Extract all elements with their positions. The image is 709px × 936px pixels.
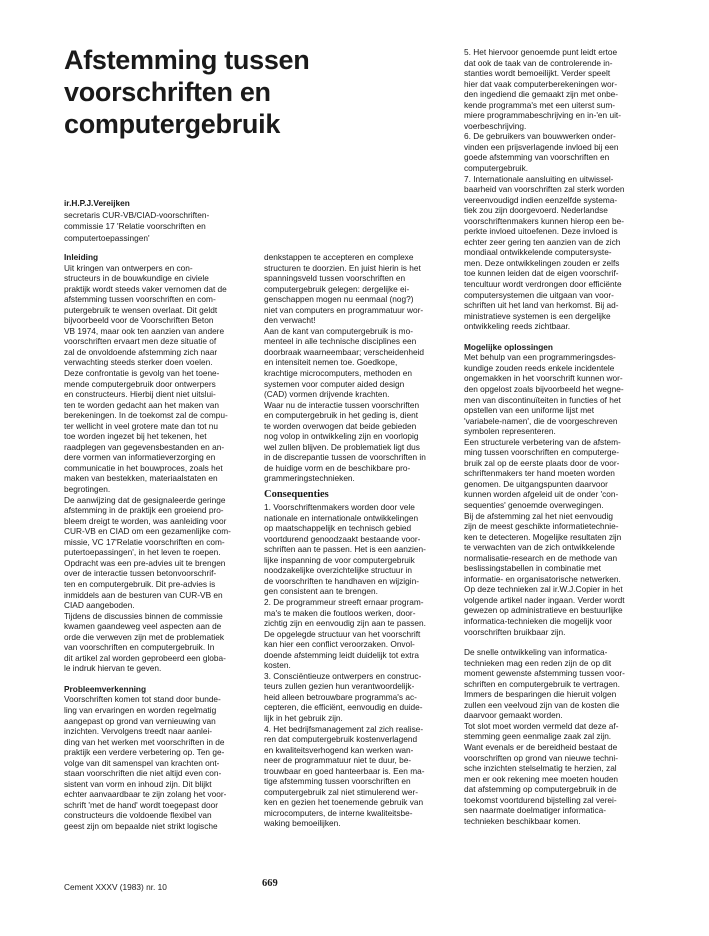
paragraph: De aanwijzing dat de gesignaleerde geringe afstemming in de praktijk een groeiend pro- bleem dreigt te worden, was aanleiding voor CUR-VB en CIAD om een gezamenlijke com- missie, VC 17'Relatie voorschriften en com- putertoepassingen', in het leven te roepen. Opdracht was een pre-advies uit te brengen over de interactie tussen betonvoorschrif- ten en computergebruik. Dit pre-advies is inmiddels aan de besturen van CUR-VB en CIAD aangeboden. xyxy=(64,494,231,611)
paragraph: denkstappen te accepteren en complexe structuren te doorzien. En juist hierin is het spanningsveld tussen voorschriften en computergebruik gelegen: dergelijke ei- genschappen mogen nu eenmaal (nog?) niet van computers en programmatuur wor- den verwacht! xyxy=(264,252,424,326)
numbered-item: 1. Voorschriftenmakers worden door vele nationale en internationale ontwikkelingen op maatschappelijk en technisch gebied voortdurend genoodzaakt bestaande voor- schriften aan te passen. Het is een aanzien- lijke inspanning de voor computergebruik noodzakelijke overzichtelijke structuur in de voorschriften te handhaven en wijzigin- gen consistent aan te brengen. xyxy=(264,502,426,597)
numbered-item: 4. Het bedrijfsmanagement zal zich realise- ren dat computergebruik kostenverlagend en kwaliteitsverhogend kan werken wan- neer de programmatuur niet te duur, be- trouwbaar en goed hanteerbaar is. Een ma- tige afstemming tussen voorschriften en computergebruik zal niet stimulerend wer- ken en gezien het toenemende gebruik van microcomputers, de interne kwaliteitsbe- waking bemoeilijken. xyxy=(264,723,425,829)
paragraph: Met behulp van een programmeringsdes- kundige zouden reeds enkele incidentele ongemakken in het voorschrift kunnen wor- den opgelost zoals bijvoorbeeld het wegne- men van discontinuïteiten in functies of het opstellen van een uniforme lijst met 'variabele-namen', die de voorgeschreven symbolen representeren. Een structurele verbetering van de afstem- ming tussen voorschriften en computerge- bruik zal op de eerste plaats door de voor- schriftenmakers ter hand moeten worden genomen. De uitgangspunten daarvoor kunnen worden afgeleid uit de onder 'con- sequenties' genoemde overwegingen. Bij de afstemming zal het niet eenvoudig zijn de meest geschikte informatietechnie- ken te detecteren. Mogelijke resultaten zijn te verwachten van de zich ontwikkelende normalisatie-research en de methode van beslissingstabellen in combinatie met informatie- en organisatorische netwerken. Op deze technieken zal ir.W.J.Copier in het volgende artikel nader ingaan. Verder wordt gewezen op administratieve en bestuurlijke informatica-technieken die mogelijk voor voorschriften bruikbaar zijn. xyxy=(464,352,625,637)
paragraph: Voorschriften komen tot stand door bunde- ling van ervaringen en worden regelmatig aangepast op grond van vernieuwing van inzichten. Vervolgens treedt naar aanlei- ding van het werken met voorschriften in de praktijk een verdere verbetering op. Ten ge- volge van dit samenspel van krachten ont- staan voorschriften die niet altijd even con- sistent van vorm en inhoud zijn. Dit blijkt echter aanvaardbaar te zijn zolang het voor- schrift 'met de hand' wordt toegepast door constructeurs die voldoende flexibel van geest zijn om bepaalde niet strikt logische xyxy=(64,694,227,831)
author-name: ir.H.P.J.Vereijken xyxy=(64,198,130,208)
section-heading-probleemverkenning: Probleemverkenning xyxy=(64,683,147,694)
numbered-item: 6. De gebruikers van bouwwerken onder- vinden een prijsverlagende invloed bij een goede afstemming van voorschriften en computergebruik. xyxy=(464,131,619,174)
numbered-item: 2. De programmeur streeft ernaar program- ma's te maken die foutloos werken, door- zichtig zijn en eenvoudig zijn aan te passen. De opgelegde structuur van het voorschrift kan hier een conflict veroorzaken. Onvol- doende afstemming leidt duidelijk tot extra kosten. xyxy=(264,596,426,671)
paragraph: Uit kringen van ontwerpers en con- structeurs in de bouwkundige en civiele praktijk wordt steeds vaker vernomen dat de afstemming tussen voorschriften en com- putergebruik te wensen overlaat. Dit geldt bijvoorbeeld voor de Voorschriften Beton VB 1974, maar ook ten aanzien van andere voorschriften ervaart men deze situatie of zal de onvoldoende afstemming zich naar verwachting steeds sterker doen voelen. Deze confrontatie is gevolg van het toene- mende computergebruik door ontwerpers en constructeurs. Hierbij dient niet uitslui- ten te worden gedacht aan het maken van berekeningen. In de toekomst zal de compu- ter wellicht in veel grotere mate dan tot nu toe worden ingezet bij het tekenen, het raadplegen van gegevensbestanden en an- dere vormen van informatieverzorging en communicatie in het bouwproces, zoals het maken van bestekken, materiaalstaten en begrotingen. xyxy=(64,262,228,495)
author-affiliation: secretaris CUR-VB/CIAD-voorschriften- commissie 17 'Relatie voorschriften en computertoepassingen' xyxy=(64,209,210,243)
article-title: Afstemming tussen voorschriften en computergebruik xyxy=(64,45,310,139)
text-column-2 xyxy=(264,252,451,829)
section-heading-oplossingen: Mogelijke oplossingen xyxy=(464,341,553,352)
section-heading-inleiding: Inleiding xyxy=(64,252,99,262)
paragraph: Tijdens de discussies binnen de commissie kwamen gaandeweg veel aspecten aan de orde die verweven zijn met de problematiek van voorschriften en computergebruik. In dit artikel zal worden geprobeerd een globa- le indruk hiervan te geven. xyxy=(64,610,226,674)
author-block xyxy=(64,198,254,244)
numbered-item: 5. Het hiervoor genoemde punt leidt ertoe dat ook de taak van de controlerende in- stanties wordt bemoeilijkt. Verder speelt hier dat vaak computerberekeningen wor- den ingediend die gemaakt zijn met onbe- kende programma's met een uiterst sum- miere programmabeschrijving en in-'en uit- voerbeschrijving. xyxy=(464,47,621,131)
text-column-1 xyxy=(64,252,251,832)
section-heading-consequenties: Consequenties xyxy=(264,489,329,501)
paragraph: Aan de kant van computergebruik is mo- menteel in alle technische disciplines een doorbraak waarneembaar; verscheidenheid en intensiteit nemen toe. Goedkope, krachtige microcomputers, methoden en systemen voor computer aided design (CAD) vormen drijvende krachten. Waar nu de interactie tussen voorschriften en computergebruik in het geding is, dient te worden overwogen dat beide gebieden nog volop in ontwikkeling zijn en voorlopig wel zullen blijven. De problematiek ligt dus in de discrepantie tussen de voorschriften in de huidige vorm en de beschikbare pro- grammeringstechnieken. xyxy=(264,325,426,484)
text-column-3 xyxy=(464,47,654,826)
numbered-item: 7. Internationale aansluiting en uitwissel- baarheid van voorschriften zal sterk worden vereenvoudigd indien eenzelfde systema- tiek zou zijn doorgevoerd. Nederlandse voorschriftenmakers kunnen hierop een be- perkte invloed uitoefenen. Deze invloed is echter zeer gering ten aanzien van de zich mondiaal ontwikkelende computersyste- men. Deze ontwikkelingen zouden er zelfs toe kunnen leiden dat de eigen voorschrif- tencultuur wordt verdrongen door efficiënte computersystemen die uitgaan van voor- schriften uit het land van herkomst. Bij ad- ministratieve systemen is een dergelijke ontwikkeling reeds zichtbaar. xyxy=(464,173,625,332)
paragraph: De snelle ontwikkeling van informatica- technieken mag een reden zijn de op dit moment gewenste afstemming tussen voor- schriften en computergebruik te vertragen. Immers de besparingen die hieruit volgen zullen een veelvoud zijn van de kosten die daarvoor gemaakt worden. Tot slot moet worden vermeld dat deze af- stemming geen eenmalige zaak zal zijn. Want evenals er de bereidheid bestaat de voorschriften op grond van nieuwe techni- sche inzichten stelselmatig te herzien, zal men er ook rekening mee moeten houden dat afstemming op computergebruik in de toekomst voortdurend bijstelling zal verei- sen naarmate doelmatiger informatica- technieken beschikbaar komen. xyxy=(464,647,625,826)
page-number: 669 xyxy=(262,878,278,889)
journal-citation: Cement XXXV (1983) nr. 10 xyxy=(64,882,167,892)
numbered-item: 3. Consciëntieuze ontwerpers en construc- teurs zullen gezien hun verantwoordelijk- heid alleen betrouwbare programma's ac- cepteren, die efficiënt, eenvoudig en duide- lijk in het gebruik zijn. xyxy=(264,670,423,723)
